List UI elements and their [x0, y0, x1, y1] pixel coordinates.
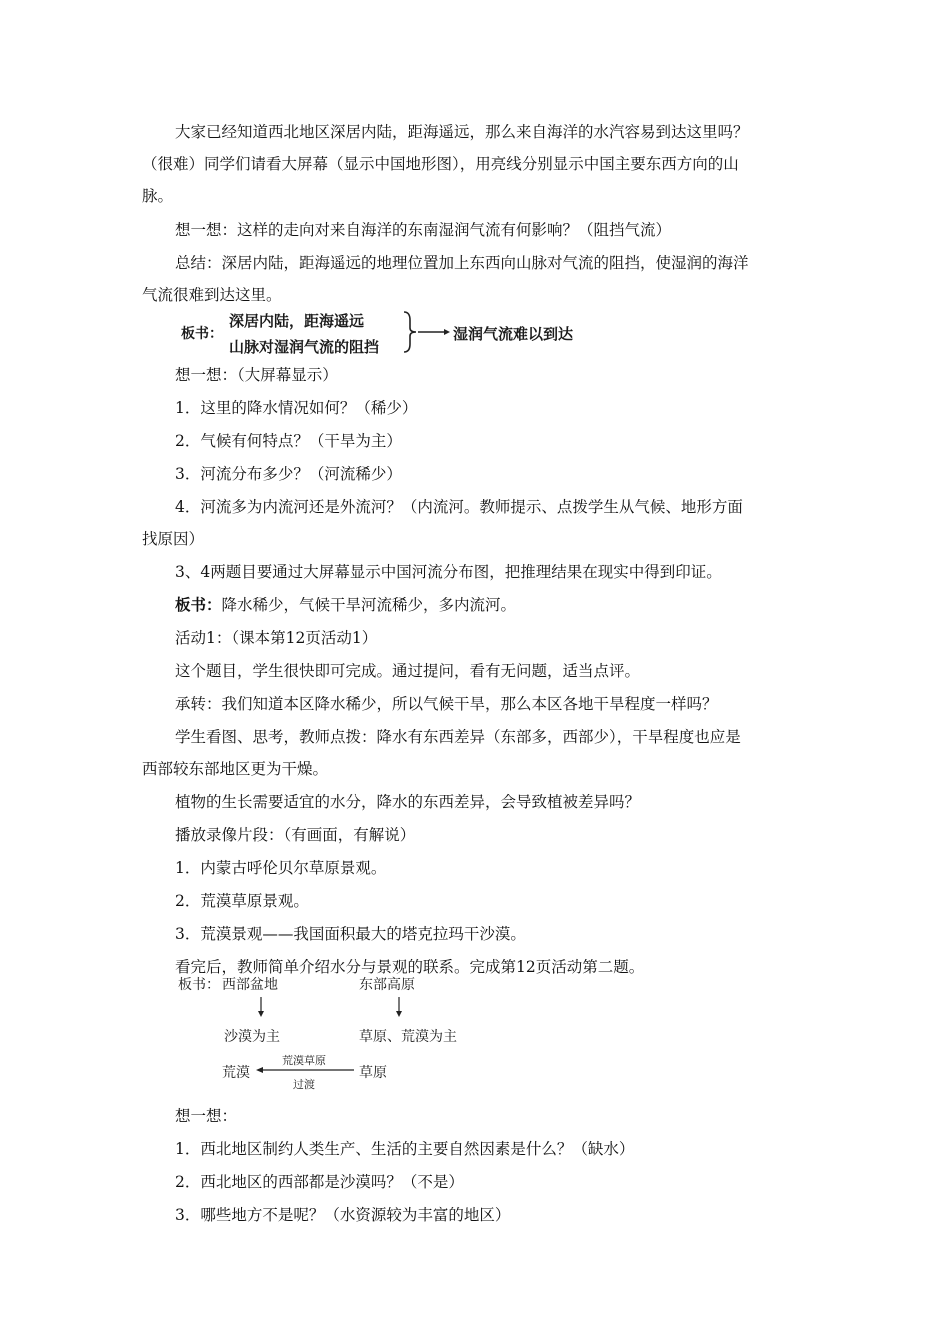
think-question-3: 3．哪些地方不是呢？（水资源较为丰富的地区） — [175, 1206, 511, 1224]
board3-west: 西部盆地 — [222, 977, 278, 993]
board3-desert: 荒漠 — [222, 1065, 250, 1081]
paragraph-think-final: 想一想： — [175, 1107, 238, 1125]
paragraph-think-screen: 想一想：（大屏幕显示） — [175, 366, 338, 384]
board3-arrow-west-down — [255, 997, 267, 1019]
board3-label: 板书： — [178, 977, 220, 993]
think-question-2: 2．西北地区的西部都是沙漠吗？（不是） — [175, 1173, 464, 1191]
board-note-2-label: 板书： — [175, 595, 222, 614]
video-item-2: 2．荒漠草原景观。 — [175, 892, 309, 910]
board-note-2-text: 降水稀少，气候干旱河流稀少，多内流河。 — [221, 596, 517, 614]
board1-cause2: 山脉对湿润气流的阻挡 — [229, 338, 380, 356]
question-4-line2: 找原因） — [142, 530, 205, 548]
board3-transition-bottom: 过渡 — [293, 1078, 315, 1091]
question-1: 1．这里的降水情况如何？（稀少） — [175, 399, 418, 417]
activity-1: 活动1：（课本第12页活动1） — [175, 629, 378, 647]
paragraph-intro-line3: 脉。 — [142, 187, 174, 205]
board3-arrow-east-down — [393, 997, 405, 1019]
board3-transition-top: 荒漠草原 — [282, 1054, 326, 1067]
paragraph-after-video: 看完后，教师简单介绍水分与景观的联系。完成第12页活动第二题。 — [175, 958, 645, 976]
paragraph-summary-line1: 总结：深居内陆，距海遥远的地理位置加上东西向山脉对气流的阻挡，使湿润的海洋 — [175, 254, 749, 272]
board3-west-result: 沙漠为主 — [224, 1029, 280, 1045]
video-item-1: 1．内蒙古呼伦贝尔草原景观。 — [175, 859, 387, 877]
think-question-1: 1．西北地区制约人类生产、生活的主要自然因素是什么？（缺水） — [175, 1140, 635, 1158]
board-note-2 — [175, 595, 516, 615]
paragraph-summary-line2: 气流很难到达这里。 — [142, 286, 282, 304]
paragraph-video: 播放录像片段：（有画面，有解说） — [175, 826, 416, 844]
paragraph-think-impact: 想一想：这样的走向对来自海洋的东南湿润气流有何影响？（阻挡气流） — [175, 221, 672, 239]
board3-grassland: 草原 — [359, 1065, 387, 1081]
board3-east-result: 草原、荒漠为主 — [359, 1029, 457, 1045]
question-2: 2．气候有何特点？（干旱为主） — [175, 432, 402, 450]
paragraph-activity-comment: 这个题目，学生很快即可完成。通过提问，看有无问题，适当点评。 — [175, 662, 641, 680]
board3-east: 东部高原 — [359, 977, 415, 993]
video-item-3: 3．荒漠景观——我国面积最大的塔克拉玛干沙漠。 — [175, 925, 526, 943]
paragraph-guidance-line1: 学生看图、思考，教师点拨：降水有东西差异（东部多，西部少），干旱程度也应是 — [175, 728, 741, 746]
board1-label: 板书： — [181, 326, 223, 342]
paragraph-transition: 承转：我们知道本区降水稀少，所以气候干旱，那么本区各地干旱程度一样吗？ — [175, 695, 718, 713]
paragraph-intro-line2: （很难）同学们请看大屏幕（显示中国地形图），用亮线分别显示中国主要东西方向的山 — [142, 155, 739, 173]
board3-arrow-left — [256, 1065, 356, 1075]
board1-brace-arrow — [400, 308, 450, 356]
board1-cause1: 深居内陆，距海遥远 — [229, 312, 365, 330]
paragraph-river-map: 3、4两题目要通过大屏幕显示中国河流分布图，把推理结果在现实中得到印证。 — [175, 563, 722, 581]
board1-result: 湿润气流难以到达 — [453, 325, 574, 343]
paragraph-intro-line1: 大家已经知道西北地区深居内陆，距海遥远，那么来自海洋的水汽容易到达这里吗？ — [175, 123, 749, 141]
question-3: 3．河流分布多少？（河流稀少） — [175, 465, 402, 483]
paragraph-guidance-line2: 西部较东部地区更为干燥。 — [142, 760, 329, 778]
question-4-line1: 4．河流多为内流河还是外流河？（内流河。教师提示、点拨学生从气候、地形方面 — [175, 498, 743, 516]
paragraph-vegetation: 植物的生长需要适宜的水分，降水的东西差异，会导致植被差异吗？ — [175, 793, 641, 811]
